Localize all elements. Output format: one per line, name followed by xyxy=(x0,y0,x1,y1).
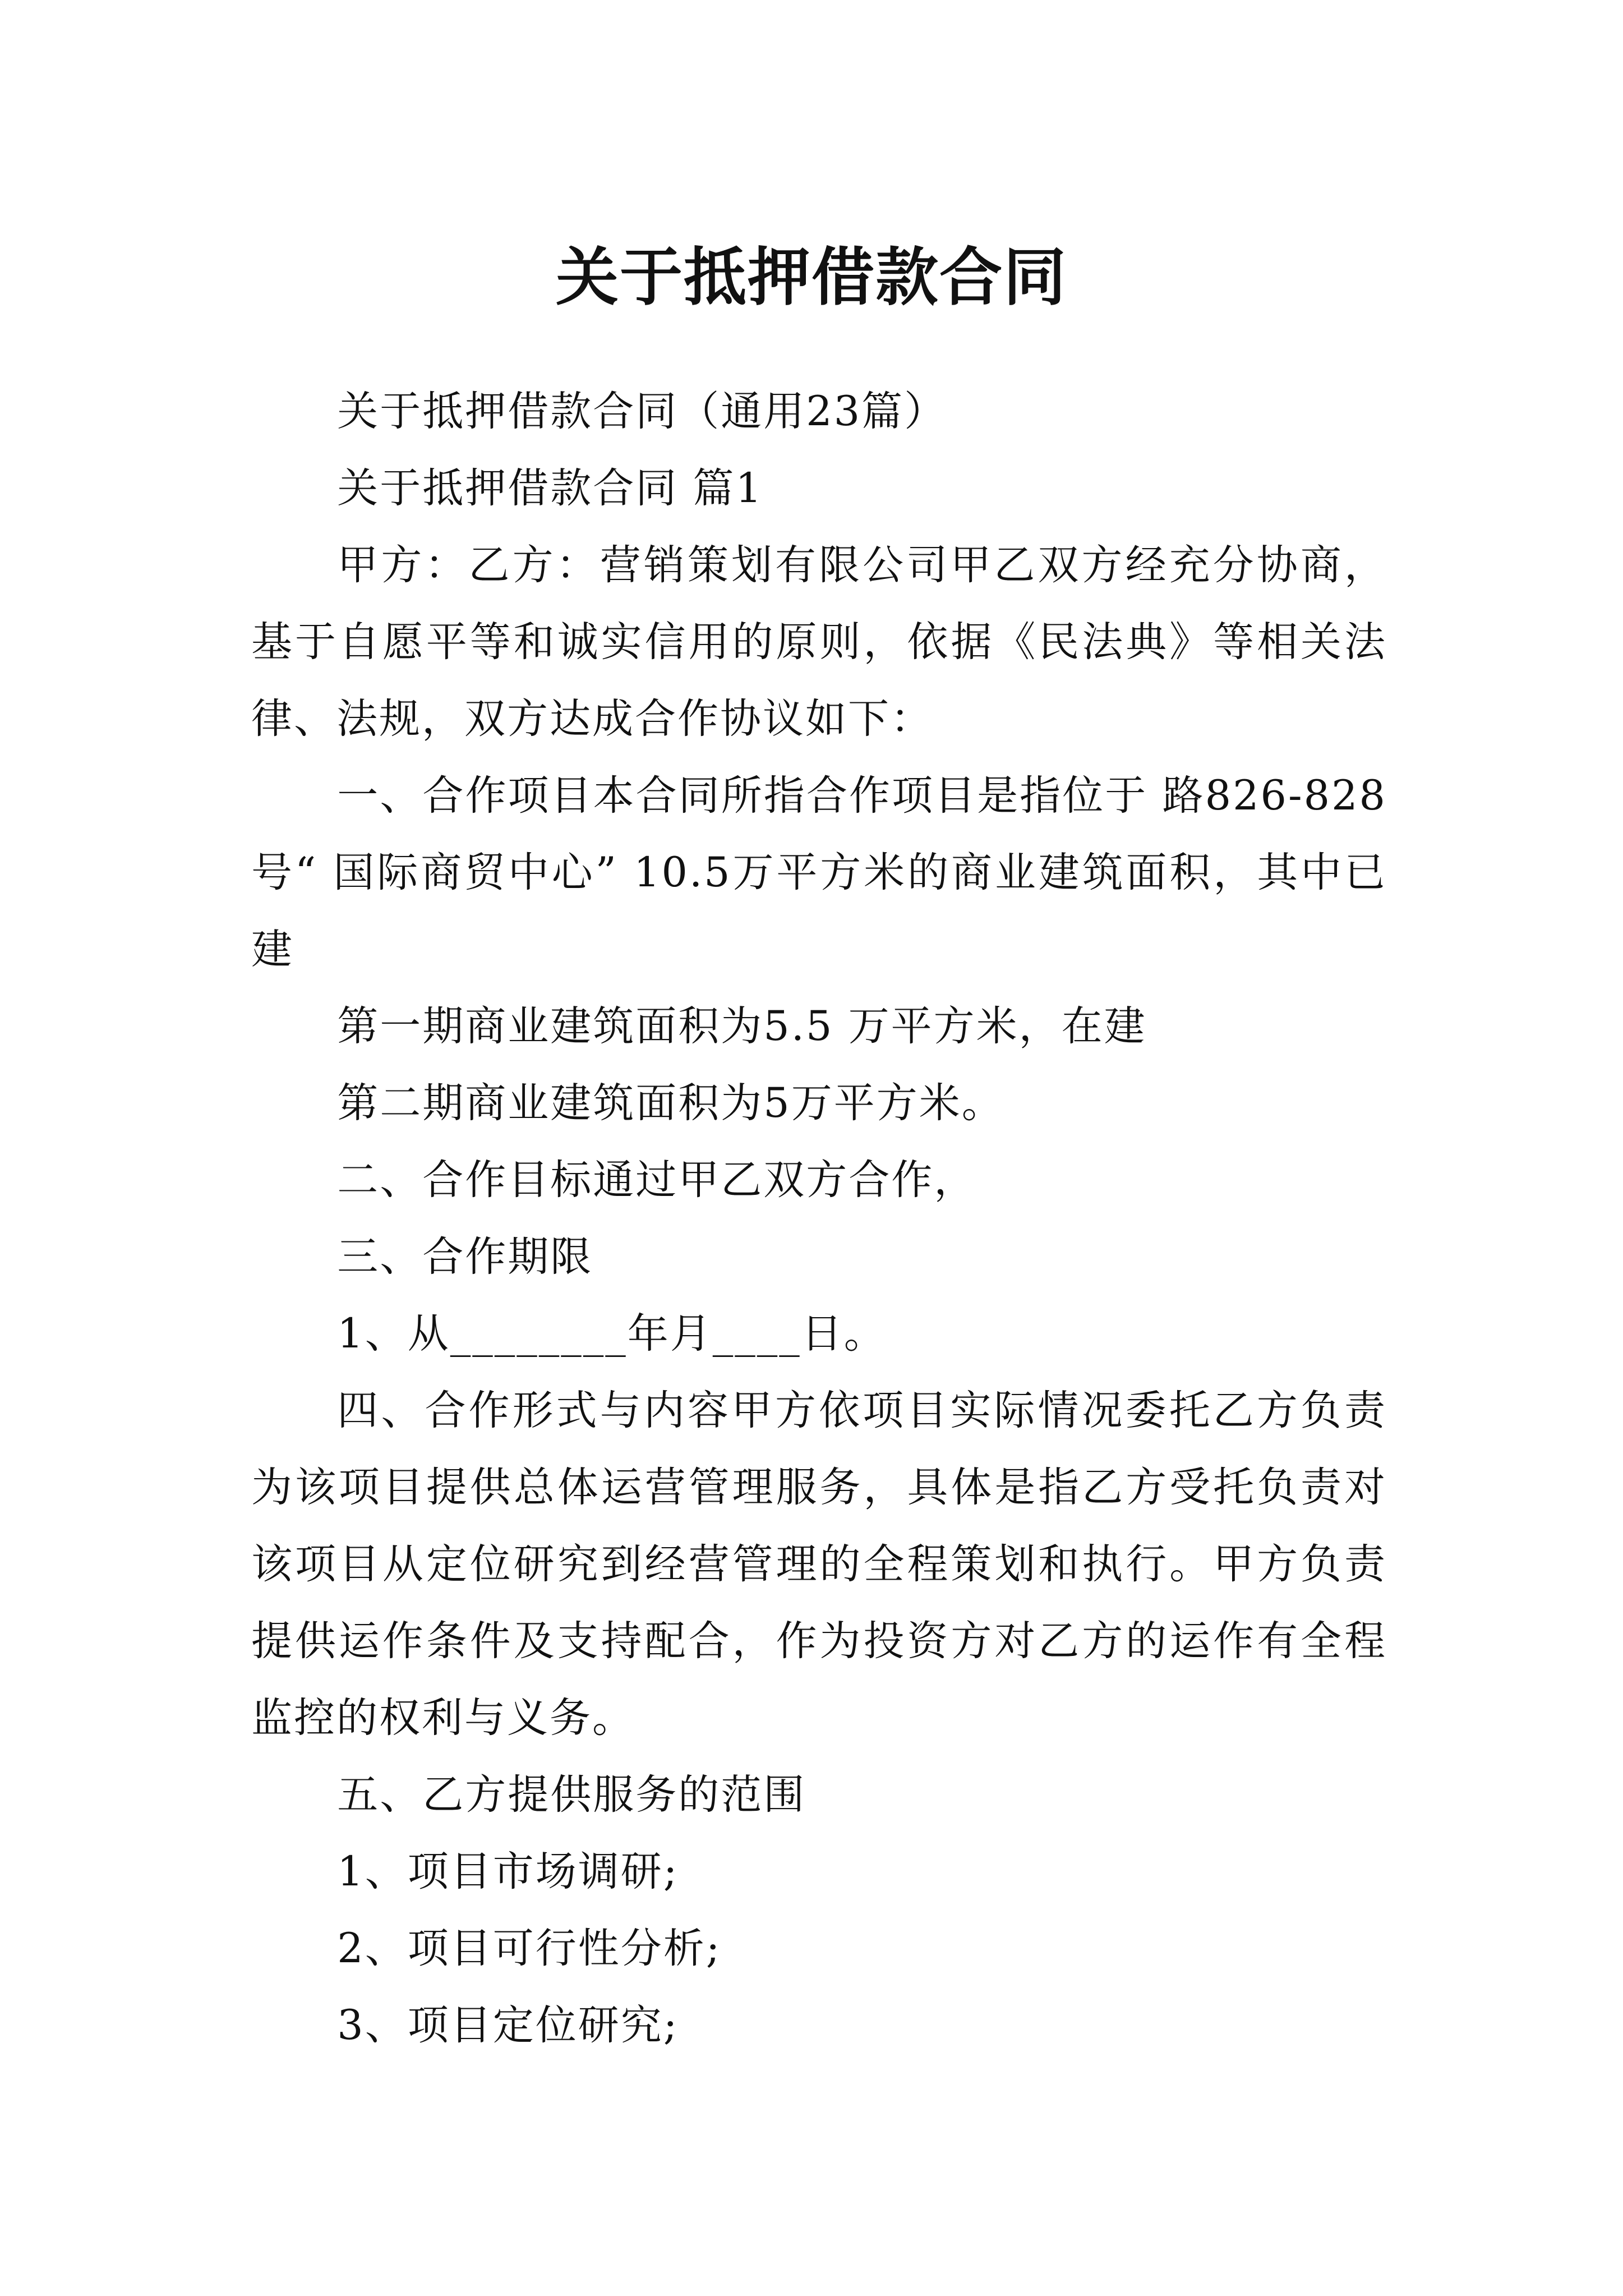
service-scope-heading: 五、乙方提供服务的范围 xyxy=(337,1771,806,1819)
service-item-positioning-research: 3、项目定位研究; xyxy=(337,2001,679,2049)
cooperation-term-date-paragraph: 1、从________年月____日。 xyxy=(337,1310,887,1358)
parties-paragraph: 甲方：乙方：营销策划有限公司甲乙双方经充分协商，基于自愿平等和诚实信用的原则，依据《民法典》等相关法律、法规，双方达成合作协议如下： xyxy=(251,541,1387,743)
document-title: 关于抵押借款合同 xyxy=(556,241,1067,315)
document-body xyxy=(251,373,1387,2064)
phase-two-paragraph: 第二期商业建筑面积为5万平方米。 xyxy=(337,1079,1004,1127)
cooperation-goal-paragraph: 二、合作目标通过甲乙双方合作， xyxy=(337,1156,977,1204)
service-item-feasibility-analysis: 2、项目可行性分析; xyxy=(337,1925,722,1972)
section-heading-paragraph: 关于抵押借款合同 篇1 xyxy=(337,464,763,512)
subtitle-paragraph: 关于抵押借款合同（通用23篇） xyxy=(337,388,947,435)
cooperation-form-paragraph: 四、合作形式与内容甲方依项目实际情况委托乙方负责为该项目提供总体运营管理服务，具体是指乙方受托负责对该项目从定位研究到经营管理的全程策划和执行。甲方负责提供运作条件及支持配合，作为投资方对乙方的运作有全程监控的权利与义务。 xyxy=(251,1387,1387,1742)
cooperation-project-paragraph: 一、合作项目本合同所指合作项目是指位于 路826-828号“ 国际商贸中心” 10.5万平方米的商业建筑面积，其中已建 xyxy=(251,772,1387,973)
service-item-market-research: 1、项目市场调研; xyxy=(337,1848,679,1895)
phase-one-paragraph: 第一期商业建筑面积为5.5 万平方米，在建 xyxy=(337,1002,1147,1050)
cooperation-term-heading: 三、合作期限 xyxy=(337,1233,593,1281)
